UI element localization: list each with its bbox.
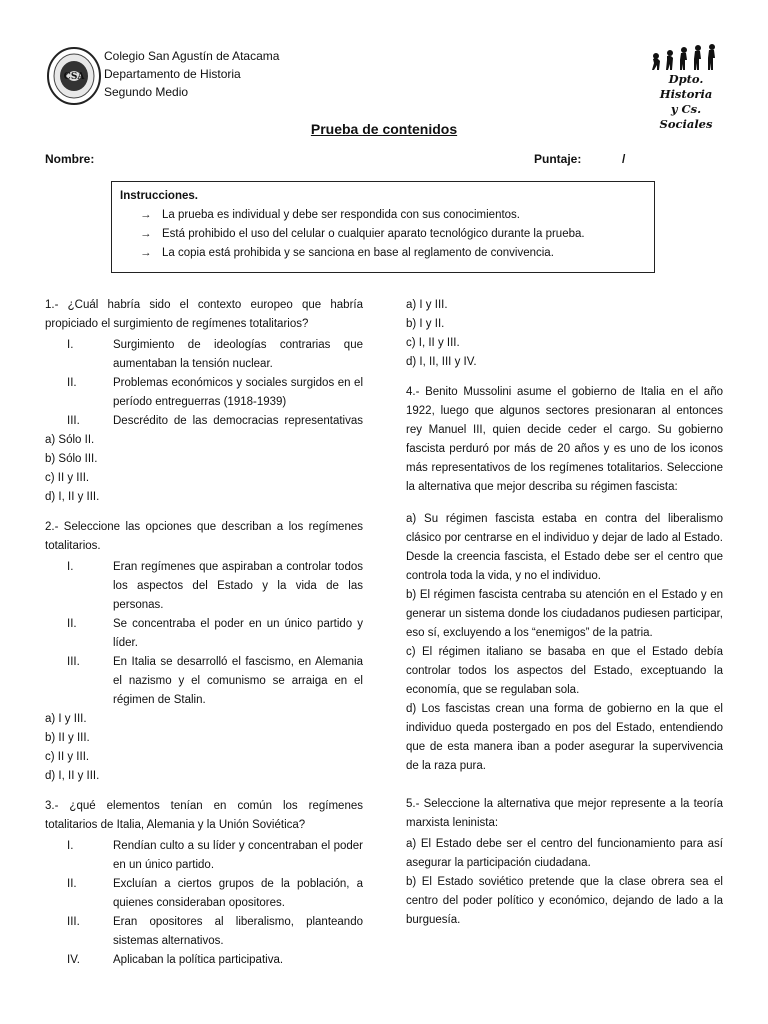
statement-item: I. Rendían culto a su líder y concentraban el poder en un único partido. xyxy=(67,840,363,871)
question-3 xyxy=(45,797,363,970)
question-1 xyxy=(45,296,363,507)
svg-text:CSA: CSA xyxy=(63,72,85,82)
answer-option: b) II y III. xyxy=(45,732,90,744)
answer-option: d) I, II, III y IV. xyxy=(406,356,477,368)
question-4 xyxy=(406,383,723,776)
question-text: 5.- Seleccione la alternativa que mejor represente a la teoría marxista leninista: xyxy=(406,798,723,829)
department-name: Departamento de Historia xyxy=(104,67,241,81)
answer-option: c) II y III. xyxy=(45,751,90,763)
answer-option: a) Sólo II. xyxy=(45,434,95,446)
school-name: Colegio San Agustín de Atacama xyxy=(104,49,280,63)
question-2 xyxy=(45,518,363,786)
answer-option: b) Sólo III. xyxy=(45,453,98,465)
statement-item: III. En Italia se desarrolló el fascismo, en Alemania el nazismo y el comunismo se arraiga en el régimen de Stalin. xyxy=(67,656,363,706)
arrow-right-icon: → xyxy=(140,228,152,240)
answer-option: c) El régimen italiano se basaba en que el Estado debía controlar todos los aspectos del Estado, exceptuando la economía, que se regulaban sola. xyxy=(406,646,723,696)
arrow-right-icon: → xyxy=(140,209,152,221)
question-3-options xyxy=(406,296,723,372)
instructions-title: Instrucciones. xyxy=(120,190,198,202)
answer-option: a) I y III. xyxy=(45,713,87,725)
statement-item: III. Descrédito de las democracias representativas xyxy=(67,415,363,427)
instruction-item: → Está prohibido el uso del celular o cualquier aparato tecnológico durante la prueba. xyxy=(120,225,646,244)
score-label: Puntaje: xyxy=(534,152,582,166)
statement-item: II. Se concentraba el poder en un único partido y líder. xyxy=(67,618,363,649)
question-5 xyxy=(406,795,723,930)
name-label: Nombre: xyxy=(45,152,95,166)
answer-option: a) I y III. xyxy=(406,299,448,311)
school-info xyxy=(104,47,279,101)
answer-option: c) II y III. xyxy=(45,472,90,484)
question-text: 2.- Seleccione las opciones que describan a los regímenes totalitarios. xyxy=(45,521,363,552)
question-text: 3.- ¿qué elementos tenían en común los regímenes totalitarios de Italia, Alemania y la Unión Soviética? xyxy=(45,800,363,831)
answer-option: b) I y II. xyxy=(406,318,445,330)
left-column xyxy=(45,296,363,970)
arrow-right-icon: → xyxy=(140,247,152,259)
department-logo xyxy=(644,44,728,131)
score-separator: / xyxy=(622,152,626,166)
human-evolution-icon xyxy=(650,44,722,70)
instructions-box xyxy=(111,181,655,273)
answer-option: b) El Estado soviético pretende que la clase obrera sea el centro del poder político y económico, dejando de lado a la burguesía. xyxy=(406,876,723,926)
statement-item: II. Excluían a ciertos grupos de la población, a quienes consideraban opositores. xyxy=(67,878,363,909)
instruction-item: → La prueba es individual y debe ser respondida con sus conocimientos. xyxy=(120,206,646,225)
page-title: Prueba de contenidos xyxy=(310,121,458,137)
grade-level: Segundo Medio xyxy=(104,85,189,99)
answer-option: b) El régimen fascista centraba su atención en el Estado y en generar un sistema donde los ciudadanos pudiesen participar, eso sí, excluyendo a los “enemigos” de la patria. xyxy=(406,589,723,639)
question-text: 4.- Benito Mussolini asume el gobierno de Italia en el año 1922, luego que algunos sectores presionaran al entonces rey Manuel III, quien decide ceder el cargo. Su gobierno fascista perduró por más de 20 años y es uno de los iconos más representativos de los regímenes totalitarios. Seleccione la alternativa que mejor describa su régimen fascista: xyxy=(406,386,723,493)
statement-item: I. Surgimiento de ideologías contrarias que aumentaban la tensión nuclear. xyxy=(67,339,363,370)
question-text: 1.- ¿Cuál habría sido el contexto europeo que habría propiciado el surgimiento de regímenes totalitarios? xyxy=(45,299,363,330)
statement-item: IV. Aplicaban la política participativa. xyxy=(67,954,284,966)
statement-item: I. Eran regímenes que aspiraban a controlar todos los aspectos del Estado y la vida de las personas. xyxy=(67,561,363,611)
answer-option: d) Los fascistas crean una forma de gobierno en la que el individuo queda postergado en pos del Estado, entendiendo que de esta manera iban a poder asegurar la supervivencia de la raza pura. xyxy=(406,703,723,772)
answer-option: a) Su régimen fascista estaba en contra del liberalismo clásico por centrarse en el individuo y dejar de lado al Estado. Desde la creencia fascista, el Estado debe ser el centro que controla toda la vida, y no el individuo. xyxy=(406,513,723,582)
answer-option: a) El Estado debe ser el centro del funcionamiento para así asegurar la participación ciudadana. xyxy=(406,838,723,869)
answer-option: d) I, II y III. xyxy=(45,491,100,503)
department-logo-text: Dpto. Historia y Cs. Sociales xyxy=(659,72,713,131)
right-column xyxy=(406,296,723,930)
statement-item: III. Eran opositores al liberalismo, planteando sistemas alternativos. xyxy=(67,916,363,947)
answer-option: d) I, II y III. xyxy=(45,770,100,782)
statement-item: II. Problemas económicos y sociales surgidos en el período entreguerras (1918-1939) xyxy=(67,377,363,408)
school-seal-logo xyxy=(46,46,102,106)
answer-option: c) I, II y III. xyxy=(406,337,460,349)
instruction-item: → La copia está prohibida y se sanciona en base al reglamento de convivencia. xyxy=(120,244,646,263)
